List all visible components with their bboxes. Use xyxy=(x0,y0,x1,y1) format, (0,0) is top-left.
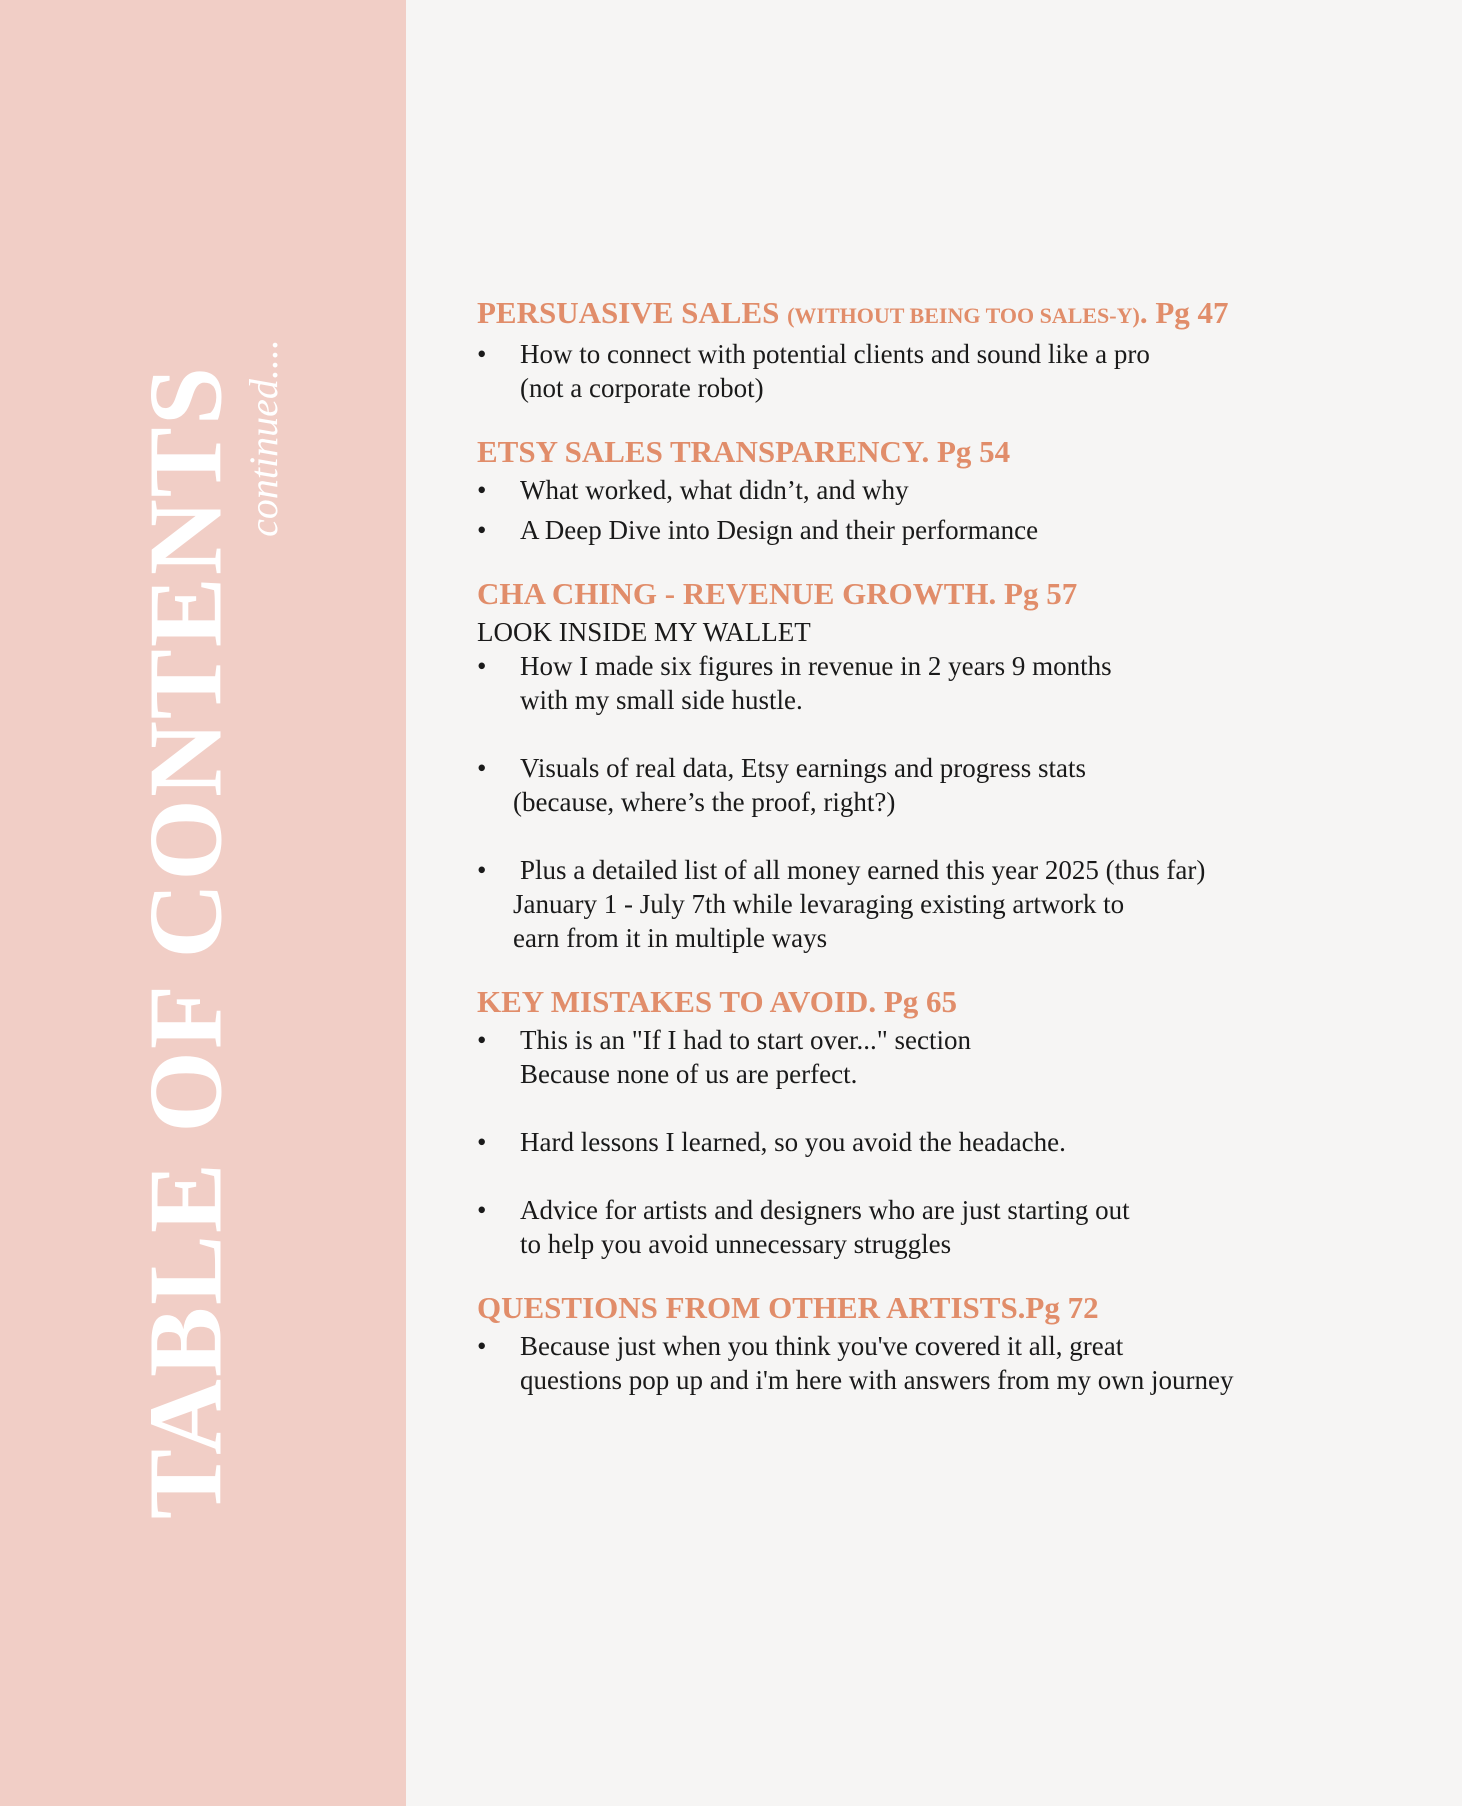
bullet-list xyxy=(477,337,1397,405)
bullet-line: (because, where’s the proof, right?) xyxy=(513,787,896,817)
bullet-list xyxy=(477,473,1397,547)
toc-content xyxy=(477,292,1397,1423)
bullet-item xyxy=(477,337,1397,405)
bullet-item xyxy=(477,1329,1397,1397)
bullet-item xyxy=(477,853,1397,955)
toc-section-etsy-transparency xyxy=(477,431,1397,547)
bullet-item xyxy=(477,1125,1397,1159)
toc-section-persuasive-sales xyxy=(477,292,1397,405)
bullet-item xyxy=(477,513,1397,547)
toc-section-key-mistakes xyxy=(477,981,1397,1261)
bullet-line: questions pop up and i'm here with answers from my own journey xyxy=(520,1365,1234,1395)
bullet-line: • Hard lessons I learned, so you avoid the headache. xyxy=(520,1127,1066,1157)
bullet-item xyxy=(477,1193,1397,1261)
bullet-line: • This is an "If I had to start over..." section xyxy=(520,1025,971,1055)
toc-section-revenue-growth xyxy=(477,573,1397,955)
heading-text: PERSUASIVE SALES xyxy=(477,295,780,330)
bullet-item xyxy=(477,751,1397,819)
bullet-line: • A Deep Dive into Design and their performance xyxy=(520,515,1039,545)
bullet-line: (not a corporate robot) xyxy=(520,373,764,403)
bullet-line: to help you avoid unnecessary struggles xyxy=(520,1229,952,1259)
section-heading: CHA CHING - REVENUE GROWTH. Pg 57 xyxy=(477,576,1078,611)
bullet-line: • What worked, what didn’t, and why xyxy=(520,475,909,505)
bullet-line: • Advice for artists and designers who are just starting out xyxy=(520,1195,1130,1225)
section-heading: KEY MISTAKES TO AVOID. Pg 65 xyxy=(477,984,958,1019)
bullet-line: Because none of us are perfect. xyxy=(520,1059,858,1089)
toc-section-questions xyxy=(477,1287,1397,1397)
bullet-line: • Plus a detailed list of all money earned this year 2025 (thus far) xyxy=(520,855,1206,885)
bullet-line: • Visuals of real data, Etsy earnings and progress stats xyxy=(520,753,1086,783)
bullet-list xyxy=(477,1023,1397,1261)
bullet-line: January 1 - July 7th while levaraging existing artwork to xyxy=(513,889,1125,919)
section-heading: ETSY SALES TRANSPARENCY. Pg 54 xyxy=(477,434,1011,469)
bullet-item xyxy=(477,1023,1397,1091)
bullet-line: with my small side hustle. xyxy=(520,685,803,715)
bullet-item xyxy=(477,649,1397,717)
heading-note: (WITHOUT BEING TOO SALES-Y) xyxy=(787,303,1140,328)
bullet-line: • How to connect with potential clients and sound like a pro xyxy=(520,339,1150,369)
section-heading xyxy=(477,292,1397,337)
section-heading: QUESTIONS FROM OTHER ARTISTS.Pg 72 xyxy=(477,1290,1099,1325)
bullet-line: earn from it in multiple ways xyxy=(513,923,828,953)
sidebar-panel xyxy=(0,0,406,1806)
bullet-line: • How I made six figures in revenue in 2 years 9 months xyxy=(520,651,1112,681)
bullet-list xyxy=(477,1329,1397,1397)
toc-vertical-subtitle: continued.... xyxy=(241,339,286,537)
toc-vertical-title: TABLE OF CONTENTS xyxy=(126,364,244,1520)
page-reference: . Pg 47 xyxy=(1139,295,1229,330)
bullet-item xyxy=(477,473,1397,507)
bullet-line: • Because just when you think you've covered it all, great xyxy=(520,1331,1124,1361)
bullet-list xyxy=(477,649,1397,955)
section-subtitle: LOOK INSIDE MY WALLET xyxy=(477,617,811,647)
